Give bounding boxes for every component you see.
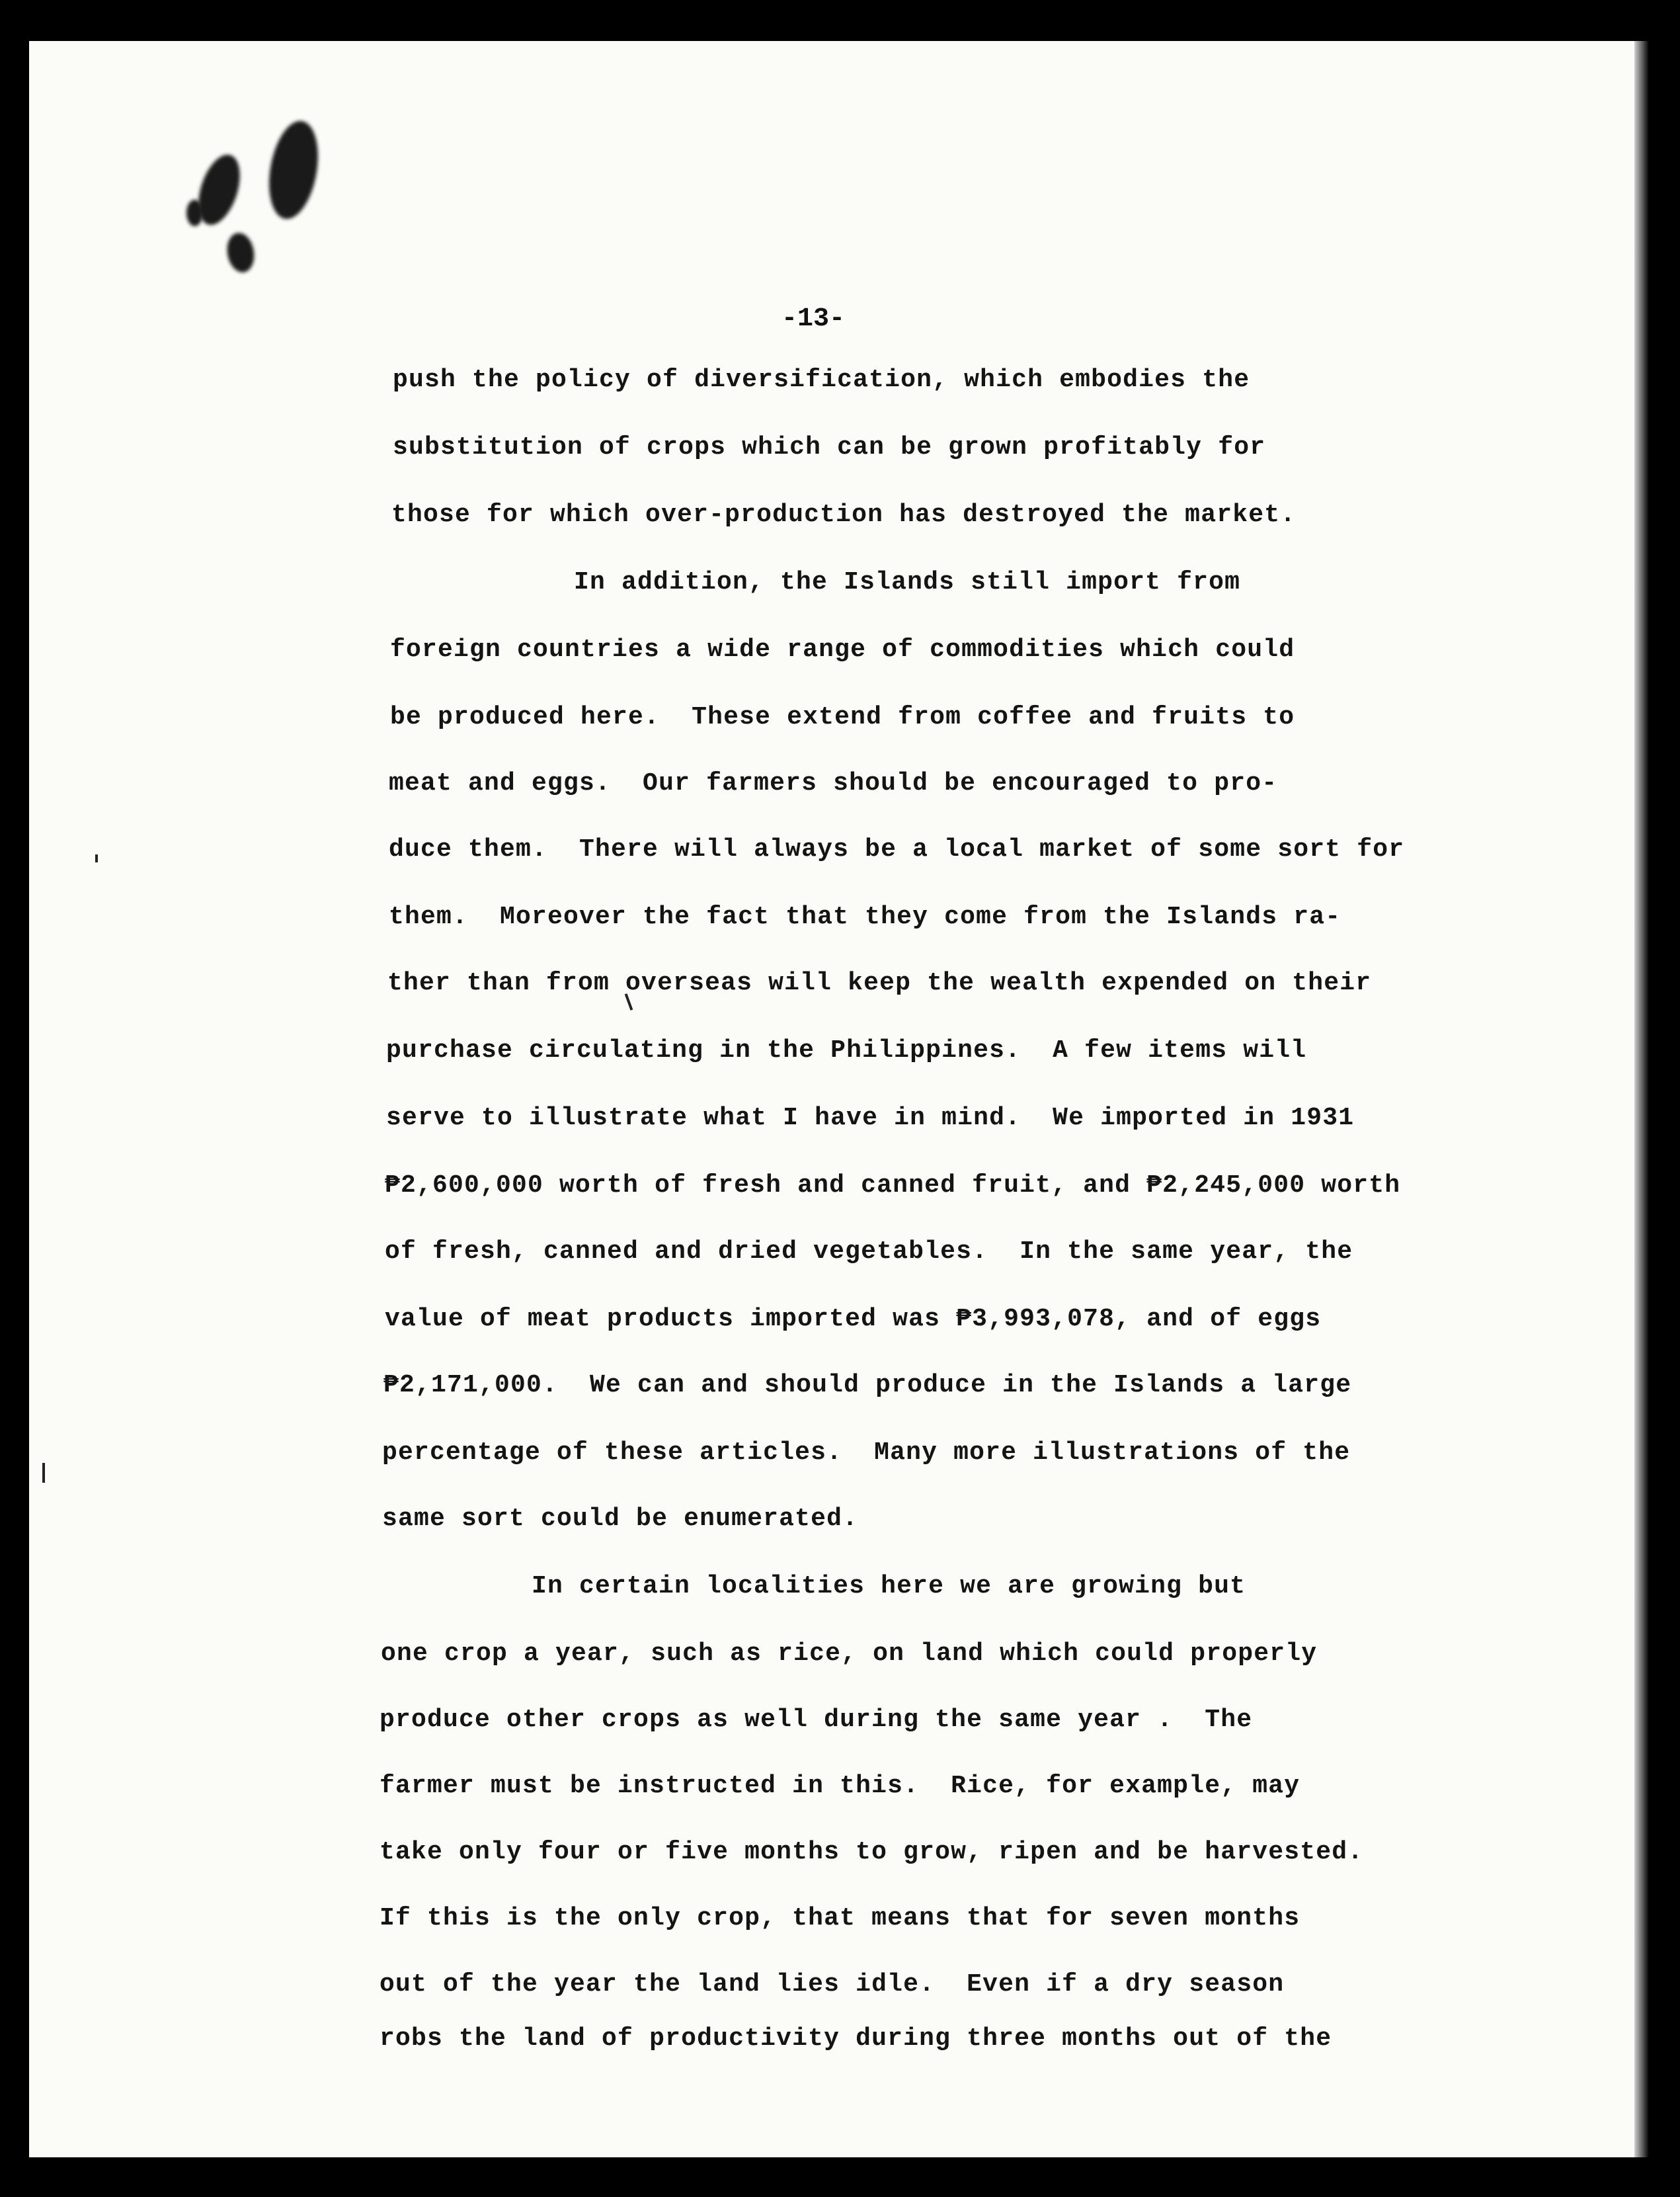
text-line: ₱2,600,000 worth of fresh and canned fruit, and ₱2,245,000 worth [385, 1171, 1401, 1200]
page-number: -13- [781, 304, 846, 334]
stray-mark [42, 1463, 45, 1483]
stray-mark [95, 854, 98, 862]
text-line: one crop a year, such as rice, on land which could properly [381, 1639, 1318, 1668]
ink-smudge [262, 117, 325, 223]
text-line: foreign countries a wide range of commodities which could [390, 636, 1295, 664]
ink-smudge [224, 231, 257, 274]
text-line: produce other crops as well during the same year . The [380, 1706, 1253, 1734]
text-line: value of meat products imported was ₱3,993,078, and of eggs [385, 1305, 1322, 1333]
ink-smudge [186, 200, 203, 226]
text-line: those for which over-production has destroyed the market. [391, 501, 1297, 529]
text-line: them. Moreover the fact that they come from the Islands ra- [389, 903, 1341, 931]
text-line: If this is the only crop, that means that for seven months [380, 1904, 1300, 1932]
text-line: ther than from overseas will keep the wealth expended on their [387, 969, 1372, 997]
text-line: purchase circulating in the Philippines. A few items will [386, 1036, 1307, 1065]
text-line: In addition, the Islands still import from [574, 568, 1241, 597]
text-line: robs the land of productivity during three months out of the [380, 2024, 1332, 2053]
text-line: take only four or five months to grow, ripen and be harvested. [380, 1838, 1364, 1866]
text-line: percentage of these articles. Many more illustrations of the [382, 1438, 1351, 1467]
text-line: meat and eggs. Our farmers should be encouraged to pro- [389, 769, 1278, 798]
page-edge [1634, 41, 1649, 2157]
text-line: push the policy of diversification, which embodies the [393, 366, 1250, 394]
text-line: farmer must be instructed in this. Rice, for example, may [380, 1772, 1300, 1800]
text-line: out of the year the land lies idle. Even if a dry season [380, 1970, 1285, 1999]
text-line: duce them. There will always be a local market of some sort for [389, 835, 1405, 864]
document-page [29, 41, 1634, 2157]
text-line: substitution of crops which can be grown profitably for [393, 433, 1266, 462]
text-line: ₱2,171,000. We can and should produce in the Islands a large [383, 1371, 1352, 1399]
text-line: be produced here. These extend from coffee and fruits to [390, 703, 1295, 731]
text-line: In certain localities here we are growing but [532, 1572, 1246, 1600]
text-line: of fresh, canned and dried vegetables. In the same year, the [385, 1237, 1353, 1266]
text-line: same sort could be enumerated. [382, 1505, 859, 1533]
text-line: serve to illustrate what I have in mind. We imported in 1931 [386, 1104, 1355, 1132]
